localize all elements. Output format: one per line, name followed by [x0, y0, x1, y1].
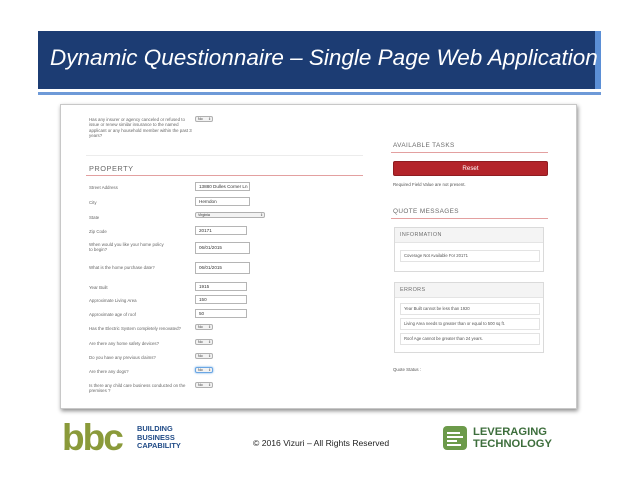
safety-value: No	[198, 340, 203, 344]
quote-messages-title: QUOTE MESSAGES	[393, 208, 459, 215]
electric-value: No	[198, 325, 203, 329]
errors-title: ERRORS	[395, 283, 543, 298]
intro-answer-select[interactable]	[195, 116, 213, 122]
living-area-label: Approximate Living Area	[89, 298, 137, 303]
street-address-label: Street Address	[89, 185, 118, 190]
claims-value: No	[198, 354, 203, 358]
roof-age-input[interactable]: 50	[195, 309, 247, 318]
intro-answer-value: No	[198, 117, 203, 121]
leveraging-technology-logo-icon	[442, 425, 468, 451]
childcare-select[interactable]	[195, 382, 213, 388]
leveraging-line: LEVERAGING	[473, 426, 547, 438]
safety-select[interactable]	[195, 339, 213, 345]
information-title: INFORMATION	[395, 228, 543, 243]
state-value: Virginia	[198, 213, 210, 217]
policy-begin-label: When would you like your home policy to begin?	[89, 242, 164, 253]
copyright-text: © 2016 Vizuri – All Rights Reserved	[253, 438, 390, 448]
error-item: Roof Age cannot be greater than 24 years.	[400, 333, 540, 345]
electric-select[interactable]	[195, 324, 213, 330]
error-item: Year Built cannot be less than 1920	[400, 303, 540, 315]
bbc-line-building: BUILDING	[137, 424, 173, 433]
state-select[interactable]	[195, 212, 265, 218]
dropdown-arrow-icon: ⇕	[260, 213, 263, 217]
section-rule	[86, 175, 363, 176]
zip-input[interactable]: 20171	[195, 226, 247, 235]
dropdown-arrow-icon: ⇕	[208, 117, 211, 121]
state-label: State	[89, 215, 100, 220]
tasks-rule	[391, 152, 548, 153]
title-underline	[38, 92, 601, 95]
dogs-select[interactable]	[195, 367, 213, 373]
dropdown-arrow-icon: ⇕	[208, 354, 211, 358]
living-area-input[interactable]: 150	[195, 295, 247, 304]
childcare-label: Is there any child care business conducted on the premises ?	[89, 383, 186, 394]
purchase-date-label: What is the home purchase date?	[89, 265, 155, 270]
policy-begin-input[interactable]: 06/01/2015	[195, 242, 250, 254]
dropdown-arrow-icon: ⇕	[208, 383, 211, 387]
roof-age-label: Approximate age of roof	[89, 312, 136, 317]
error-item: Living Area needs to greater than or equal to 500 sq ft.	[400, 318, 540, 330]
bbc-letters: bbc	[62, 417, 122, 458]
bbc-line-business: BUSINESS	[137, 432, 175, 442]
dropdown-arrow-icon: ⇕	[208, 325, 211, 329]
sidebar	[387, 105, 577, 408]
street-address-input[interactable]: 13880 Dulles Corner Ln	[195, 182, 250, 191]
app-screenshot	[60, 104, 577, 409]
leveraging-wordmark	[473, 426, 552, 451]
bbc-logo	[62, 418, 202, 460]
year-built-input[interactable]: 1915	[195, 282, 247, 291]
slide-title: Dynamic Questionnaire – Single Page Web Application	[50, 45, 598, 70]
dogs-label: Are there any dogs?	[89, 369, 129, 374]
information-item: Coverage Not Available For 20171	[400, 250, 540, 262]
errors-panel	[394, 282, 544, 353]
year-built-label: Year Built	[89, 285, 108, 290]
claims-select[interactable]	[195, 353, 213, 359]
slide-title-band	[38, 31, 601, 89]
information-panel	[394, 227, 544, 272]
bbc-wordmark	[137, 425, 181, 451]
dogs-value: No	[198, 368, 203, 372]
property-section-title: PROPERTY	[89, 164, 134, 173]
reset-button[interactable]: Reset	[393, 161, 548, 176]
dropdown-arrow-icon: ⇕	[208, 368, 211, 372]
divider	[86, 155, 363, 156]
safety-label: Are there any home safety devices?	[89, 341, 160, 346]
intro-question-label: Has any insurer or agency canceled or refused to issue or renew similar insurance to the named applicant or any household member within the past 3 years?	[89, 117, 192, 139]
leveraging-technology-logo	[442, 423, 572, 459]
bbc-line-capability: CAPABILITY	[137, 441, 181, 451]
purchase-date-input[interactable]: 06/01/2015	[195, 262, 250, 274]
claims-label: Do you have any previous claims?	[89, 355, 156, 360]
zip-label: Zip Code	[89, 229, 107, 234]
questionnaire-column	[61, 105, 377, 408]
required-field-note: Required Field Value are not present.	[393, 182, 466, 187]
technology-line: TECHNOLOGY	[473, 438, 552, 451]
city-input[interactable]: Herndon	[195, 197, 250, 206]
dropdown-arrow-icon: ⇕	[208, 340, 211, 344]
quote-status-label: Quote Status :	[393, 367, 422, 372]
messages-rule	[391, 218, 548, 219]
available-tasks-title: AVAILABLE TASKS	[393, 142, 455, 149]
childcare-value: No	[198, 383, 203, 387]
city-label: City	[89, 200, 97, 205]
electric-label: Has the Electric System completely renovated?	[89, 326, 181, 331]
